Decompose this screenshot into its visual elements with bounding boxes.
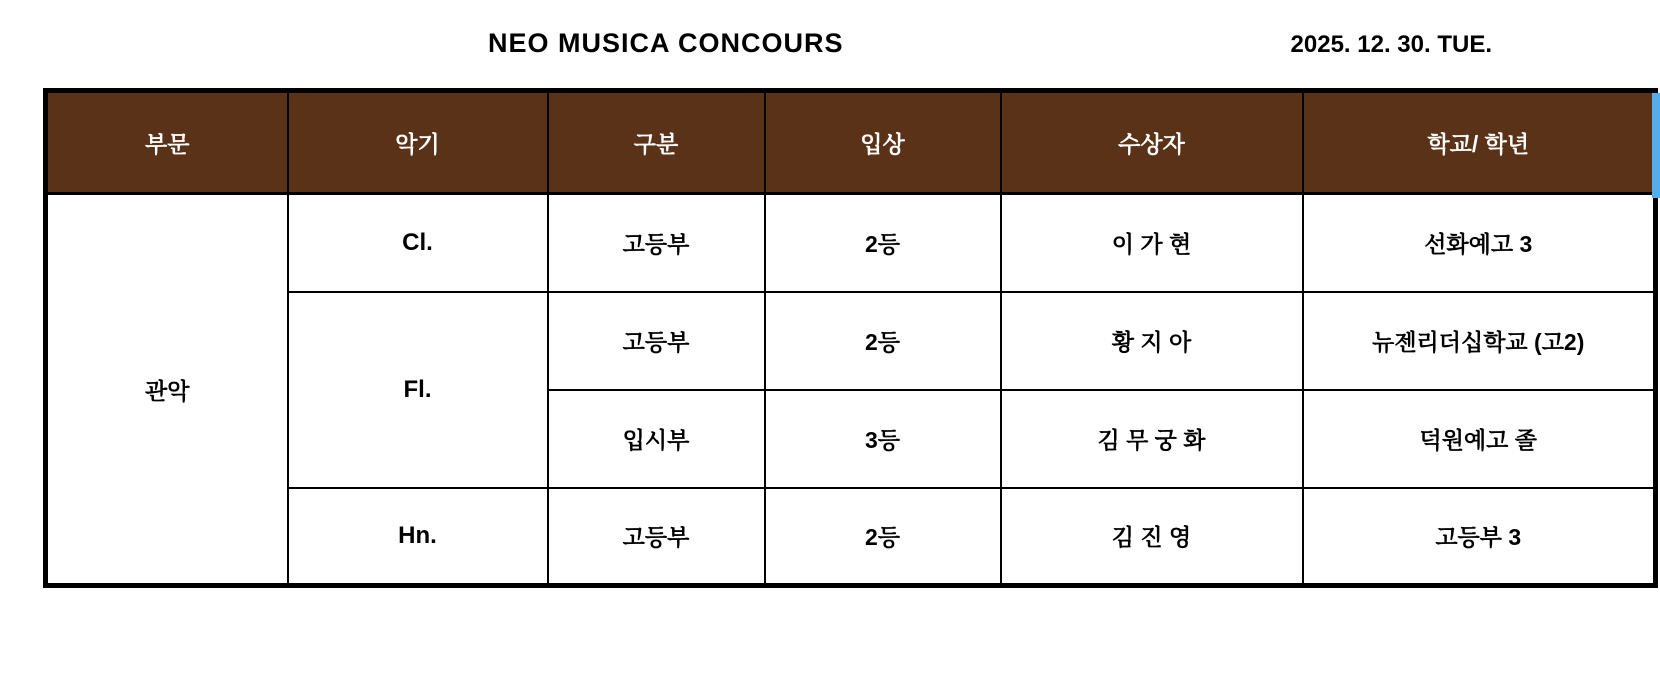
cell-school: 선화예고 3: [1303, 194, 1656, 292]
page-title: NEO MUSICA CONCOURS: [488, 28, 844, 58]
cell-winner: 이 가 현: [1001, 194, 1303, 292]
page-date: 2025. 12. 30. TUE.: [1290, 31, 1492, 58]
results-table: [43, 88, 1658, 588]
cell-prize: 2등: [765, 488, 1001, 586]
cell-category: 관악: [46, 194, 288, 586]
cell-instrument: Hn.: [288, 488, 548, 586]
cell-winner: 황 지 아: [1001, 292, 1303, 390]
cell-instrument: Cl.: [288, 194, 548, 292]
cell-winner: 김 무 궁 화: [1001, 390, 1303, 488]
header-row: [46, 91, 1656, 194]
cell-school: 덕원예고 졸: [1303, 390, 1656, 488]
cell-prize: 2등: [765, 292, 1001, 390]
cell-prize: 2등: [765, 194, 1001, 292]
table-row: [46, 292, 1656, 390]
header-cell-school: 학교/ 학년: [1303, 91, 1656, 194]
cell-winner: 김 진 영: [1001, 488, 1303, 586]
cell-school: 뉴젠리더십학교 (고2): [1303, 292, 1656, 390]
header-cell-prize: 입상: [765, 91, 1001, 194]
cell-instrument: Fl.: [288, 292, 548, 488]
adjacent-blue-cell-fragment: [1652, 93, 1660, 198]
cell-division: 입시부: [548, 390, 765, 488]
header-cell-instrument: 악기: [288, 91, 548, 194]
cell-prize: 3등: [765, 390, 1001, 488]
table-row: [46, 194, 1656, 292]
header-cell-winner: 수상자: [1001, 91, 1303, 194]
cell-division: 고등부: [548, 292, 765, 390]
cell-division: 고등부: [548, 488, 765, 586]
cell-division: 고등부: [548, 194, 765, 292]
cell-school: 고등부 3: [1303, 488, 1656, 586]
header-cell-category: 부문: [46, 91, 288, 194]
header-cell-division: 구분: [548, 91, 765, 194]
table-row: [46, 488, 1656, 586]
